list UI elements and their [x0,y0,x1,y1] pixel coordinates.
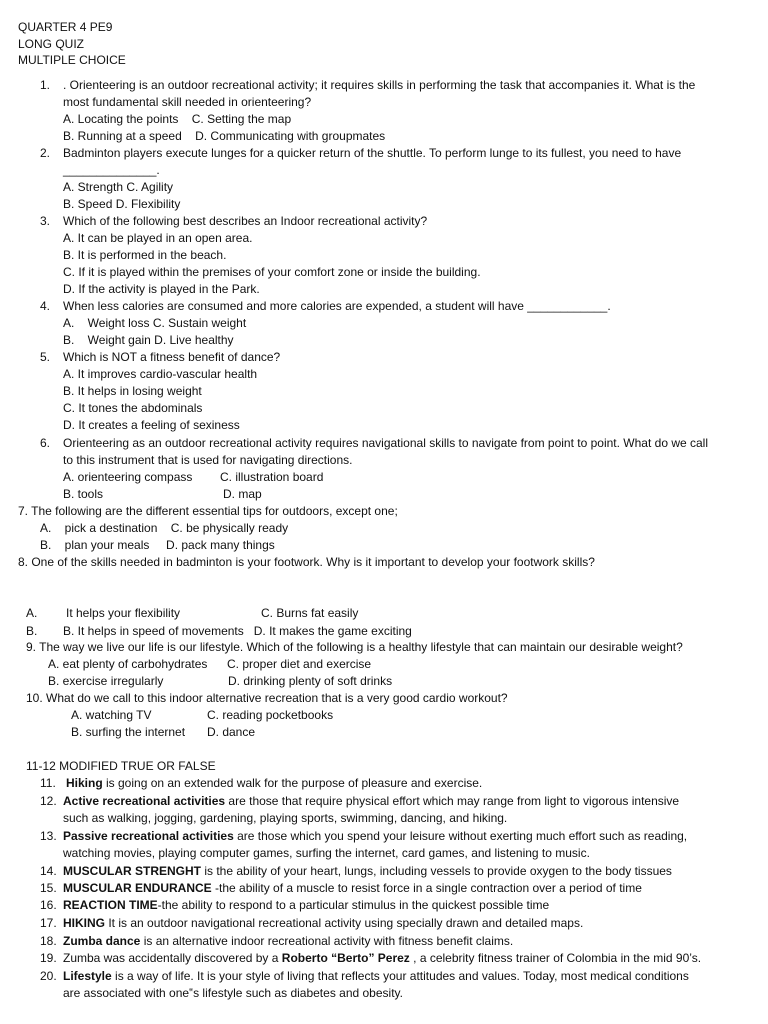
q6-option-c: C. illustration board [220,470,324,484]
tf-text: is going on an extended walk for the purpose of pleasure and exercise. [102,776,483,790]
tf-keyword: HIKING [63,916,105,930]
tf-text-tail: , a celebrity fitness trainer of Colombia in the mid 90’s. [409,951,702,965]
q10-text: 10. What do we call to this indoor alternative recreation that is a very good cardio workout? [26,691,508,705]
q2-text-b: ______________. [63,163,160,177]
q2-options-row-2: B. Speed D. Flexibility [63,197,181,211]
tf-statement [63,829,687,844]
q10-option-c: C. reading pocketbooks [207,708,334,722]
tf-statement [66,776,482,791]
q3-option-b: B. It is performed in the beach. [63,248,227,262]
q4-number: 4. [40,299,51,313]
q8-option-a-letter: A. [26,606,38,620]
q6-option-d: D. map [223,487,262,501]
q3-option-c: C. If it is played within the premises of your comfort zone or inside the building. [63,265,481,279]
q10-option-a: A. watching TV [71,708,152,722]
tf-text: is the ability of your heart, lungs, including vessels to provide oxygen to the body tissues [201,864,672,878]
tf-number: 17. [40,916,57,930]
q1-text-a: . Orienteering is an outdoor recreational activity; it requires skills in performing the task that accompanies it. What is the [63,78,696,92]
q5-number: 5. [40,350,51,364]
q2-number: 2. [40,146,51,160]
q4-options-row-1: A. Weight loss C. Sustain weight [63,316,247,330]
tf-keyword: MUSCULAR STRENGHT [63,864,201,878]
header-line-3: MULTIPLE CHOICE [18,53,126,67]
q2-options-row-1: A. Strength C. Agility [63,180,174,194]
q6-text-a: Orienteering as an outdoor recreational activity requires navigational skills to navigate from point to point. What do we call [63,436,709,450]
q4-text: When less calories are consumed and more calories are expended, a student will have ____________. [63,299,611,313]
q7-options-row-2: B. plan your meals D. pack many things [40,538,275,552]
tf-text: It is an outdoor navigational recreational activity using specially drawn and detailed maps. [105,916,584,930]
q8-option-c: C. Burns fat easily [261,606,359,620]
tf-keyword: Roberto “Berto” Perez [281,951,410,965]
tf-continuation: watching movies, playing computer games, surfing the internet, card games, and listening to music. [63,846,590,860]
tf-statement [63,951,701,966]
q5-option-a: A. It improves cardio-vascular health [63,367,258,381]
q3-option-a: A. It can be played in an open area. [63,231,253,245]
tf-number: 13. [40,829,57,843]
q1-options-row-1: A. Locating the points C. Setting the map [63,112,292,126]
q5-option-b: B. It helps in losing weight [63,384,202,398]
tf-text: -the ability of a muscle to resist force in a single contraction over a period of time [211,881,642,895]
tf-number: 14. [40,864,57,878]
tf-keyword: Hiking [66,776,103,790]
q10-option-d: D. dance [207,725,256,739]
q9-option-a: A. eat plenty of carbohydrates [48,657,208,671]
q8-option-b-letter: B. [26,624,38,638]
q9-option-b: B. exercise irregularly [48,674,164,688]
tf-keyword: REACTION TIME [63,898,158,912]
tf-number: 15. [40,881,57,895]
header-line-2: LONG QUIZ [18,37,85,51]
q1-options-row-2: B. Running at a speed D. Communicating with groupmates [63,129,386,143]
tf-statement [63,934,513,949]
tf-continuation: such as walking, jogging, gardening, playing sports, swimming, dancing, and hiking. [63,811,508,825]
q10-option-b: B. surfing the internet [71,725,186,739]
q3-text: Which of the following best describes an Indoor recreational activity? [63,214,428,228]
tf-number: 18. [40,934,57,948]
q5-option-d: D. It creates a feeling of sexiness [63,418,240,432]
tf-continuation: are associated with one‟s lifestyle such as diabetes and obesity. [63,986,403,1000]
tf-text: is a way of life. It is your style of living that reflects your attitudes and values. Today, most medical conditions [111,969,689,983]
q1-number: 1. [40,78,51,92]
q6-option-b: B. tools [63,487,104,501]
tf-number: 16. [40,898,57,912]
section-title: 11-12 MODIFIED TRUE OR FALSE [26,759,216,773]
q3-number: 3. [40,214,51,228]
q7-text: 7. The following are the different essential tips for outdoors, except one; [18,504,398,518]
q8-option-a: It helps your flexibility [66,606,181,620]
q8-text: 8. One of the skills needed in badminton is your footwork. Why is it important to develop your footwork skills? [18,555,595,569]
tf-text: -the ability to respond to a particular stimulus in the quickest possible time [157,898,550,912]
tf-keyword: Lifestyle [63,969,112,983]
tf-statement [63,898,549,913]
tf-number: 12. [40,794,57,808]
q6-number: 6. [40,436,51,450]
q9-option-d: D. drinking plenty of soft drinks [228,674,393,688]
q6-text-b: to this instrument that is used for navigating directions. [63,453,353,467]
q9-text: 9. The way we live our life is our lifestyle. Which of the following is a healthy lifestyle that can maintain our desirable weight? [26,640,683,654]
tf-keyword: Passive recreational activities [63,829,234,843]
q5-text: Which is NOT a fitness benefit of dance? [63,350,281,364]
tf-statement [63,794,679,809]
tf-keyword: MUSCULAR ENDURANCE [63,881,212,895]
q9-option-c: C. proper diet and exercise [227,657,372,671]
tf-text: Zumba was accidentally discovered by a [63,951,282,965]
q4-options-row-2: B. Weight gain D. Live healthy [63,333,234,347]
q8-option-b: B. It helps in speed of movements D. It makes the game exciting [63,624,412,638]
tf-keyword: Active recreational activities [63,794,226,808]
tf-number: 19. [40,951,57,965]
q6-option-a: A. orienteering compass [63,470,193,484]
q5-option-c: C. It tones the abdominals [63,401,203,415]
tf-keyword: Zumba dance [63,934,141,948]
tf-text: is an alternative indoor recreational activity with fitness benefit claims. [140,934,514,948]
tf-number: 11. [40,776,56,790]
tf-text: are those that require physical effort which may range from light to vigorous intensive [225,794,680,808]
tf-statement [63,864,672,879]
q2-text-a: Badminton players execute lunges for a quicker return of the shuttle. To perform lunge to its fullest, you need to have [63,146,682,160]
q7-options-row-1: A. pick a destination C. be physically ready [40,521,289,535]
tf-text: are those which you spend your leisure without exerting much effort such as reading, [233,829,688,843]
header-line-1: QUARTER 4 PE9 [18,20,113,34]
q1-text-b: most fundamental skill needed in orienteering? [63,95,312,109]
q3-option-d: D. If the activity is played in the Park. [63,282,260,296]
tf-number: 20. [40,969,57,983]
tf-statement [63,916,583,931]
tf-statement [63,881,642,896]
tf-statement [63,969,689,984]
